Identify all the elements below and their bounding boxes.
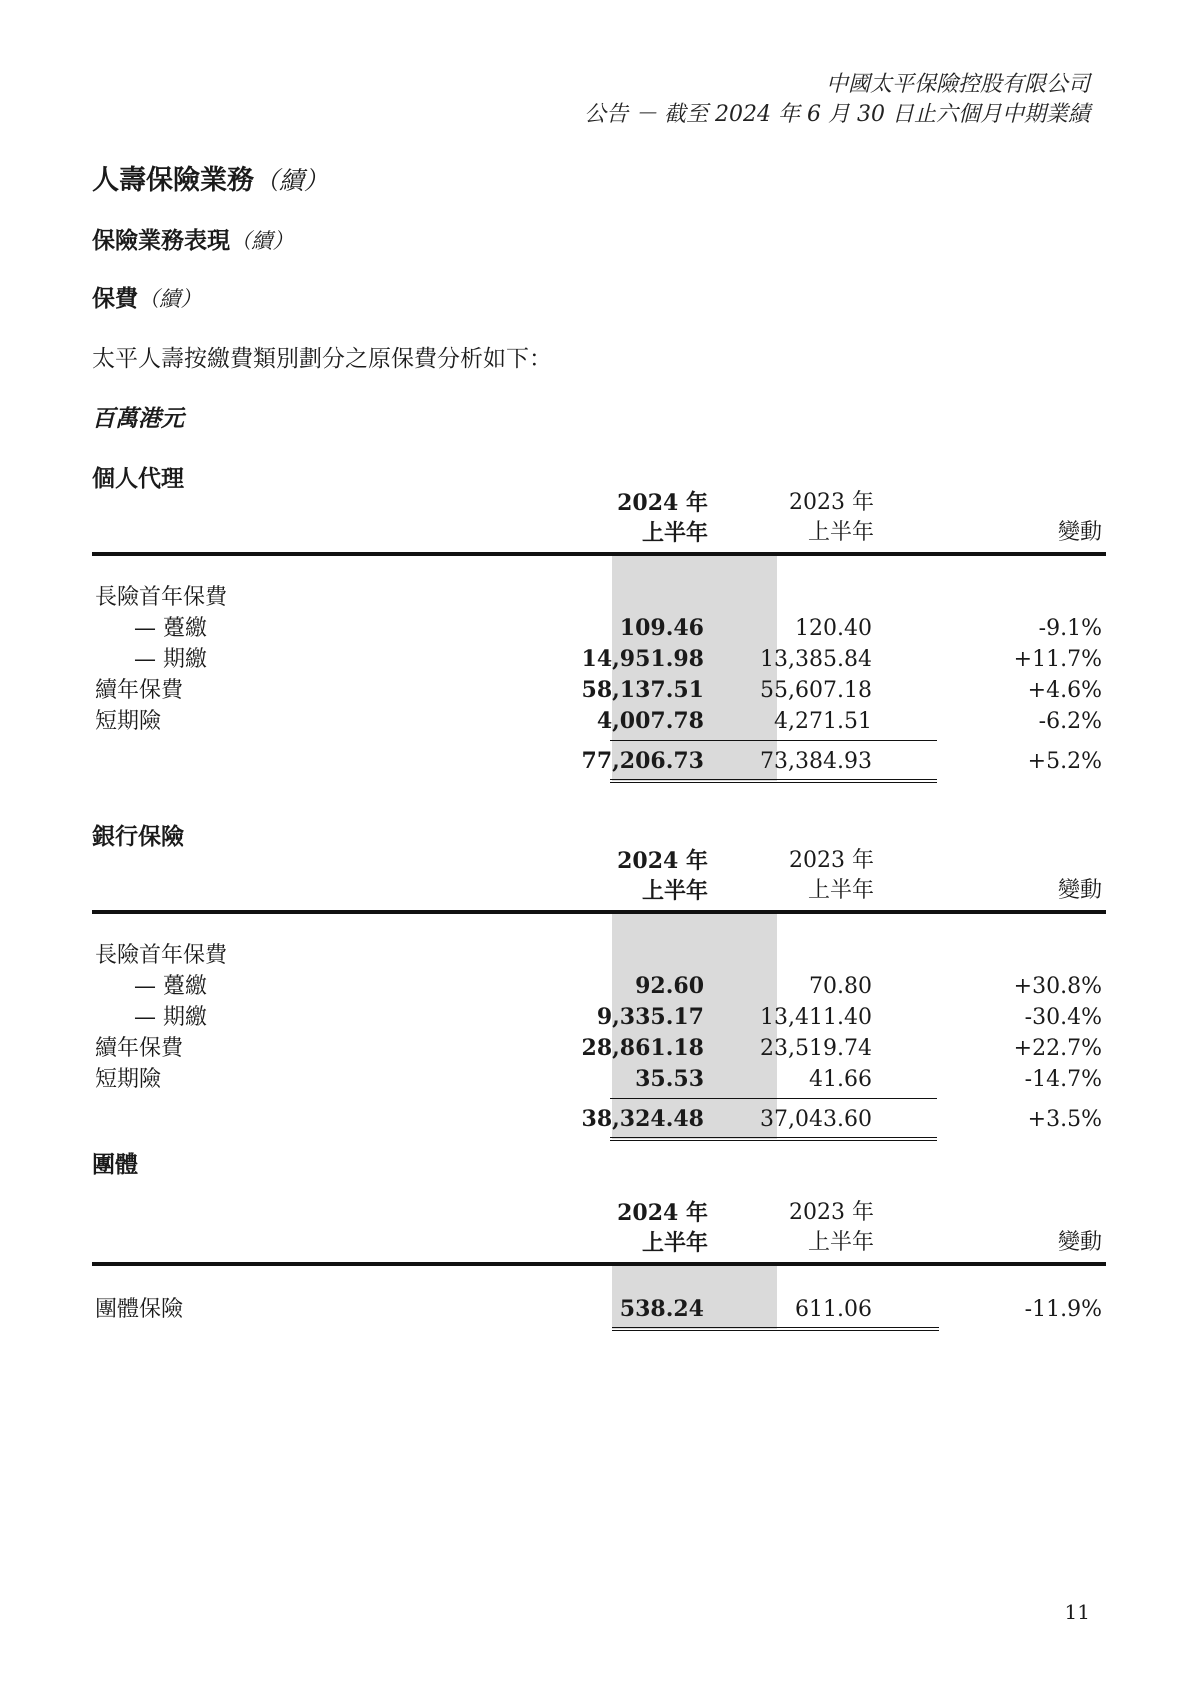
value-2023: 55,607.18 [760, 678, 872, 703]
col-2024-line1: 2024 年 [617, 490, 708, 516]
row-label: — 躉繳 [134, 616, 207, 641]
value-change: -6.2% [1038, 709, 1102, 734]
subtotal-rule [610, 1098, 937, 1099]
section-cont: （續） [230, 228, 294, 253]
table-row [92, 940, 1106, 971]
table-row [92, 706, 1106, 737]
table-title-group: 團體 [92, 1152, 138, 1178]
intro-text: 太平人壽按繳費類別劃分之原保費分析如下： [92, 346, 552, 372]
value-2023: 41.66 [809, 1067, 872, 1092]
table-row [92, 675, 1106, 706]
total-double-rule [612, 1327, 939, 1331]
row-label: — 躉繳 [134, 974, 207, 999]
value-change: +4.6% [1027, 678, 1102, 703]
total-2024: 77,206.73 [581, 748, 704, 774]
total-2024: 38,324.48 [581, 1106, 704, 1132]
total-change: +5.2% [1027, 749, 1102, 774]
row-label: 團體保險 [95, 1297, 184, 1322]
col-change: 變動 [1057, 520, 1102, 545]
page-title [92, 158, 329, 197]
col-2024-line2: 上半年 [641, 520, 708, 546]
header-rule [92, 910, 1106, 914]
value-2024: 28,861.18 [581, 1035, 704, 1061]
title-text: 人壽保險業務 [92, 165, 254, 196]
title-cont: （續） [254, 166, 329, 195]
col-2024-line1: 2024 年 [617, 1200, 708, 1226]
table-row [92, 1002, 1106, 1033]
section-heading [92, 222, 293, 255]
total-2023: 37,043.60 [760, 1107, 872, 1132]
value-2024: 9,335.17 [596, 1004, 704, 1030]
row-label: 短期險 [95, 709, 162, 734]
value-change: -14.7% [1024, 1067, 1102, 1092]
col-2024-line2: 上半年 [641, 878, 708, 904]
col-2023-line1: 2023 年 [789, 848, 874, 873]
col-2024-line1: 2024 年 [617, 848, 708, 874]
row-label: 續年保費 [95, 1036, 184, 1061]
header-company: 中國太平保險控股有限公司 [825, 72, 1090, 97]
col-2023-line2: 上半年 [807, 1230, 874, 1255]
table-row [92, 644, 1106, 675]
value-2024: 92.60 [635, 973, 704, 999]
header-subtitle: 公告 － 截至 2024 年 6 月 30 日止六個月中期業績 [584, 102, 1090, 127]
table-row [92, 971, 1106, 1002]
header-rule [92, 552, 1106, 556]
subsection-text: 保費 [92, 286, 138, 312]
subtotal-rule [610, 740, 937, 741]
col-2023-line1: 2023 年 [789, 490, 874, 515]
value-2023: 70.80 [809, 974, 872, 999]
value-2023: 4,271.51 [774, 709, 872, 734]
row-label: — 期繳 [134, 1005, 207, 1030]
value-2024: 14,951.98 [581, 646, 704, 672]
table-row [92, 1294, 1106, 1325]
col-2023-line2: 上半年 [807, 520, 874, 545]
value-2024: 58,137.51 [581, 677, 704, 703]
table-title-agency: 個人代理 [92, 466, 184, 492]
table-title-bancassurance: 銀行保險 [92, 824, 184, 850]
col-change: 變動 [1057, 1230, 1102, 1255]
table-total-row [92, 1104, 1106, 1135]
subsection-cont: （續） [138, 286, 202, 311]
value-2024: 35.53 [635, 1066, 704, 1092]
value-change: +22.7% [1013, 1036, 1102, 1061]
value-change: -11.9% [1024, 1297, 1102, 1322]
row-label: 長險首年保費 [95, 585, 228, 610]
row-label: 短期險 [95, 1067, 162, 1092]
page-header [584, 70, 1090, 130]
value-2023: 611.06 [795, 1297, 872, 1322]
total-change: +3.5% [1027, 1107, 1102, 1132]
value-2023: 13,411.40 [760, 1005, 872, 1030]
value-change: -30.4% [1024, 1005, 1102, 1030]
page-number: 11 [1064, 1600, 1090, 1624]
col-2023-line2: 上半年 [807, 878, 874, 903]
subsection-heading [92, 280, 201, 313]
section-text: 保險業務表現 [92, 228, 230, 254]
row-label: 長險首年保費 [95, 943, 228, 968]
table-row [92, 1064, 1106, 1095]
value-change: +11.7% [1013, 647, 1102, 672]
total-double-rule [610, 779, 937, 783]
value-change: -9.1% [1038, 616, 1102, 641]
table-agency [92, 488, 1106, 788]
header-rule [92, 1262, 1106, 1266]
row-label: — 期繳 [134, 647, 207, 672]
total-2023: 73,384.93 [760, 749, 872, 774]
col-change: 變動 [1057, 878, 1102, 903]
table-bancassurance [92, 846, 1106, 1146]
total-double-rule [610, 1137, 937, 1141]
table-total-row [92, 746, 1106, 777]
value-2024: 538.24 [619, 1296, 704, 1322]
row-label: 續年保費 [95, 678, 184, 703]
value-2023: 13,385.84 [760, 647, 872, 672]
value-2023: 23,519.74 [760, 1036, 872, 1061]
table-row [92, 613, 1106, 644]
table-row [92, 1033, 1106, 1064]
unit-label: 百萬港元 [92, 405, 184, 432]
col-2024-line2: 上半年 [641, 1230, 708, 1256]
table-row [92, 582, 1106, 613]
col-2023-line1: 2023 年 [789, 1200, 874, 1225]
value-2024: 4,007.78 [596, 708, 704, 734]
value-change: +30.8% [1013, 974, 1102, 999]
value-2023: 120.40 [795, 616, 872, 641]
table-group [92, 1198, 1106, 1338]
value-2024: 109.46 [619, 615, 704, 641]
